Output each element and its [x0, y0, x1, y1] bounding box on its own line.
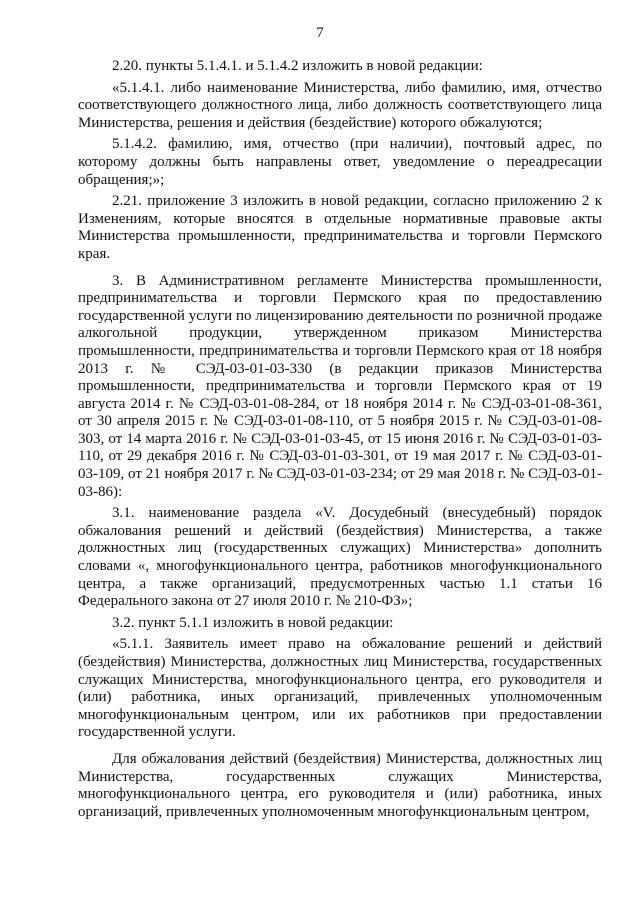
paragraph-appeal-procedure: Для обжалования действий (бездействия) Министерства, должностных лиц Министерства, государственных служащих Министерства, многофункционального центра, его руководителя и (или) работника, иных организаций, привлеченных уполномоченным многофункциональным центром,: [78, 750, 602, 820]
paragraph-3-1: 3.1. наименование раздела «V. Досудебный (внесудебный) порядок обжалования решений и действий (бездействия) Министерства, а также должностных лиц (государственных служащих) Министерства» дополнить словами «, многофункционального центра, работников многофункционального центра, а также организаций, предусмотренных частью 1.1 статьи 16 Федерального закона от 27 июля 2010 г. № 210-ФЗ»;: [78, 505, 602, 610]
page-number: 7: [316, 25, 324, 41]
paragraph-3-2: 3.2. пункт 5.1.1 изложить в новой редакции:: [112, 614, 394, 631]
paragraph-2-20: 2.20. пункты 5.1.4.1. и 5.1.4.2 изложить в новой редакции:: [112, 58, 483, 74]
paragraph-5-1-4-1: «5.1.4.1. либо наименование Министерства, либо фамилию, имя, отчество соответствующего должностного лица, либо должность соответствующего лица Министерства, решения и действия (бездействие) которого обжалуются;: [78, 79, 602, 131]
document-body: [78, 58, 602, 825]
paragraph-3: 3. В Административном регламенте Министерства промышленности, предпринимательства и торговли Пермского края по предоставлению государственной услуги по лицензированию деятельности по розничной продаже алкогольной продукции, утвержденном приказом Министерства промышленности, предпринимательства и торговли Пермского края от 18 ноября 2013 г. № СЭД-03-01-03-330 (в редакции приказов Министерства промышленности, предпринимательства и торговли Пермского края от 19 августа 2014 г. № СЭД-03-01-08-284, от 18 ноября 2014 г. № СЭД-03-01-08-361, от 30 апреля 2015 г. № СЭД-03-01-08-110, от 5 ноября 2015 г. № СЭД-03-01-08-303, от 14 марта 2016 г. № СЭД-03-01-03-45, от 15 июня 2016 г. № СЭД-03-01-03-110, от 29 декабря 2016 г. № СЭД-03-01-03-301, от 19 мая 2017 г. № СЭД-03-01-03-109, от 21 ноября 2017 г. № СЭД-03-01-03-234; от 29 мая 2018 г. № СЭД-03-01-03-86):: [78, 272, 602, 500]
paragraph-2-21: 2.21. приложение 3 изложить в новой редакции, согласно приложению 2 к Изменениям, которые вносятся в отдельные нормативные правовые акты Министерства промышленности, предпринимательства и торговли Пермского края.: [78, 193, 602, 262]
paragraph-5-1-4-2: 5.1.4.2. фамилию, имя, отчество (при наличии), почтовый адрес, по которому должны быть направлены ответ, уведомление о переадресации обращения;»;: [78, 136, 602, 188]
paragraph-5-1-1: «5.1.1. Заявитель имеет право на обжалование решений и действий (бездействия) Министерства, должностных лиц Министерства, государственных служащих Министерства, многофункционального центра, его руководителя и (или) работника, иных организаций, привлеченных уполномоченным многофункциональным центром, или их работников при предоставлении государственной услуги.: [78, 636, 602, 741]
